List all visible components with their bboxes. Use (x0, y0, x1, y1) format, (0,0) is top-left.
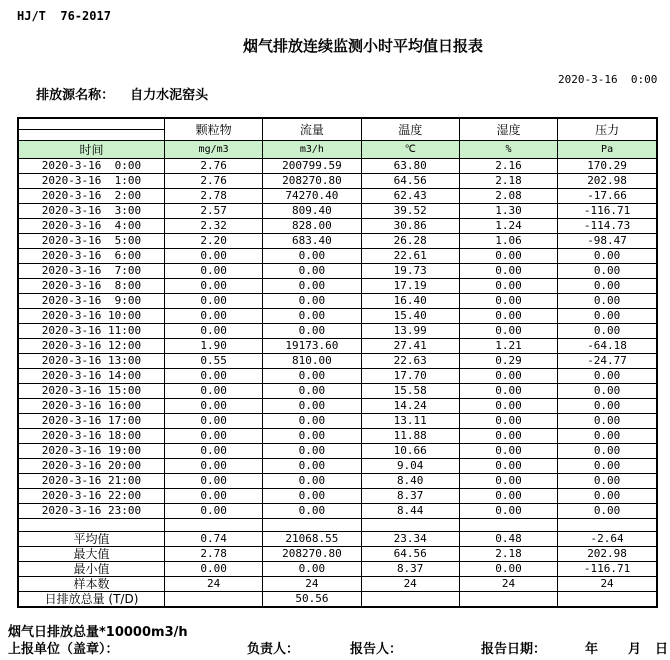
time-cell: 2020-3-16 23:00 (18, 504, 164, 519)
summary-value-cell: 24 (558, 577, 657, 592)
empty-cell (459, 519, 557, 532)
source-name: 自力水泥窑头 (130, 88, 209, 103)
value-cell: 2.08 (459, 189, 557, 204)
value-cell: 62.43 (361, 189, 459, 204)
summary-value-cell: 21068.55 (263, 532, 361, 547)
value-cell: 8.40 (361, 474, 459, 489)
value-cell: 8.37 (361, 489, 459, 504)
value-cell: 0.00 (164, 264, 262, 279)
time-cell: 2020-3-16 7:00 (18, 264, 164, 279)
value-cell: 0.00 (164, 429, 262, 444)
hourly-row (18, 354, 657, 369)
value-cell: 810.00 (263, 354, 361, 369)
value-cell: 39.52 (361, 204, 459, 219)
value-cell: -116.71 (558, 204, 657, 219)
value-cell: 19.73 (361, 264, 459, 279)
value-cell: 0.00 (459, 309, 557, 324)
value-cell: 0.00 (263, 504, 361, 519)
value-cell: 74270.40 (263, 189, 361, 204)
value-cell: 8.44 (361, 504, 459, 519)
summary-label-cell: 样本数 (18, 577, 164, 592)
value-cell: 13.99 (361, 324, 459, 339)
value-cell: 15.40 (361, 309, 459, 324)
time-header-top-cell (18, 118, 164, 130)
value-cell: 809.40 (263, 204, 361, 219)
value-cell: 0.00 (459, 249, 557, 264)
hourly-row (18, 219, 657, 234)
hourly-row (18, 234, 657, 249)
summary-value-cell: 0.00 (459, 562, 557, 577)
value-cell: 0.00 (164, 489, 262, 504)
time-cell: 2020-3-16 1:00 (18, 174, 164, 189)
time-cell: 2020-3-16 10:00 (18, 309, 164, 324)
value-cell: 0.00 (459, 324, 557, 339)
value-cell: 0.00 (164, 504, 262, 519)
page-title: 烟气排放连续监测小时平均值日报表 (243, 37, 484, 55)
value-cell: 0.00 (263, 279, 361, 294)
value-cell: 0.00 (164, 369, 262, 384)
time-header-bottom-cell (18, 130, 164, 141)
value-cell: 22.63 (361, 354, 459, 369)
summary-value-cell: 0.74 (164, 532, 262, 547)
summary-value-cell: 23.34 (361, 532, 459, 547)
hourly-row (18, 384, 657, 399)
source-line (18, 69, 208, 118)
empty-cell (18, 519, 164, 532)
summary-value-cell (459, 592, 557, 608)
value-cell: 15.58 (361, 384, 459, 399)
hourly-row (18, 489, 657, 504)
value-cell: 1.90 (164, 339, 262, 354)
value-cell: 0.00 (263, 444, 361, 459)
value-cell: 17.70 (361, 369, 459, 384)
spacer-row (18, 519, 657, 532)
time-cell: 2020-3-16 13:00 (18, 354, 164, 369)
value-cell: -64.18 (558, 339, 657, 354)
time-cell: 2020-3-16 22:00 (18, 489, 164, 504)
summary-value-cell: 24 (263, 577, 361, 592)
empty-cell (558, 519, 657, 532)
value-cell: 0.00 (459, 279, 557, 294)
hourly-row (18, 159, 657, 174)
value-cell: 30.86 (361, 219, 459, 234)
value-cell: 0.00 (558, 444, 657, 459)
value-cell: -17.66 (558, 189, 657, 204)
day-label: 日 (655, 642, 669, 657)
month-label: 月 (628, 642, 642, 657)
hourly-row (18, 414, 657, 429)
value-cell: 2.76 (164, 159, 262, 174)
value-cell: 0.00 (164, 279, 262, 294)
summary-row (18, 592, 657, 608)
summary-value-cell: 24 (164, 577, 262, 592)
value-cell: 0.00 (558, 264, 657, 279)
value-cell: 0.00 (558, 279, 657, 294)
summary-value-cell: -116.71 (558, 562, 657, 577)
value-cell: 0.00 (164, 414, 262, 429)
report-unit-label: 上报单位（盖章）： (8, 642, 119, 657)
value-cell: 0.00 (558, 369, 657, 384)
time-cell: 2020-3-16 21:00 (18, 474, 164, 489)
hourly-row (18, 294, 657, 309)
value-cell: 0.00 (263, 399, 361, 414)
time-cell: 2020-3-16 12:00 (18, 339, 164, 354)
year-label: 年 (585, 642, 599, 657)
value-cell: 0.00 (263, 369, 361, 384)
hourly-row (18, 324, 657, 339)
summary-label-cell: 最小值 (18, 562, 164, 577)
empty-cell (263, 519, 361, 532)
summary-value-cell (164, 592, 262, 608)
summary-label-cell: 最大值 (18, 547, 164, 562)
value-cell: 10.66 (361, 444, 459, 459)
hourly-row (18, 249, 657, 264)
value-cell: 200799.59 (263, 159, 361, 174)
value-cell: 0.00 (558, 249, 657, 264)
value-cell: 828.00 (263, 219, 361, 234)
value-cell: 2.18 (459, 174, 557, 189)
summary-value-cell: 2.78 (164, 547, 262, 562)
value-cell: 0.00 (558, 384, 657, 399)
col-header-particulate: 颗粒物 (164, 118, 262, 141)
summary-value-cell: 0.00 (164, 562, 262, 577)
value-cell: 2.32 (164, 219, 262, 234)
footer-note: 烟气日排放总量*10000m3/h (8, 625, 188, 640)
time-cell: 2020-3-16 14:00 (18, 369, 164, 384)
time-cell: 2020-3-16 18:00 (18, 429, 164, 444)
summary-value-cell: 50.56 (263, 592, 361, 608)
summary-value-cell (558, 592, 657, 608)
value-cell: 0.00 (459, 429, 557, 444)
summary-row (18, 562, 657, 577)
summary-value-cell: 24 (459, 577, 557, 592)
value-cell: 19173.60 (263, 339, 361, 354)
value-cell: 0.00 (459, 474, 557, 489)
time-cell: 2020-3-16 2:00 (18, 189, 164, 204)
summary-label-cell: 日排放总量 (T/D) (18, 592, 164, 608)
value-cell: 2.57 (164, 204, 262, 219)
time-cell: 2020-3-16 9:00 (18, 294, 164, 309)
hourly-row (18, 339, 657, 354)
value-cell: 0.29 (459, 354, 557, 369)
value-cell: 0.00 (164, 249, 262, 264)
hourly-row (18, 309, 657, 324)
value-cell: 2.76 (164, 174, 262, 189)
value-cell: 0.00 (558, 399, 657, 414)
monitoring-table (17, 117, 658, 608)
value-cell: 0.55 (164, 354, 262, 369)
summary-value-cell: 0.00 (263, 562, 361, 577)
value-cell: 0.00 (459, 264, 557, 279)
hourly-row (18, 174, 657, 189)
unit-temperature: ℃ (361, 141, 459, 159)
hourly-row (18, 459, 657, 474)
value-cell: 0.00 (263, 294, 361, 309)
value-cell: 0.00 (459, 489, 557, 504)
col-header-flow: 流量 (263, 118, 361, 141)
value-cell: -114.73 (558, 219, 657, 234)
value-cell: 0.00 (459, 444, 557, 459)
summary-value-cell: 8.37 (361, 562, 459, 577)
value-cell: 0.00 (263, 429, 361, 444)
time-cell: 2020-3-16 3:00 (18, 204, 164, 219)
value-cell: 0.00 (459, 399, 557, 414)
hourly-row (18, 429, 657, 444)
reporter-label: 报告人： (350, 642, 403, 657)
value-cell: 0.00 (459, 294, 557, 309)
source-label: 排放源名称： (36, 88, 115, 103)
units-row (18, 141, 657, 159)
value-cell: 0.00 (263, 309, 361, 324)
hourly-row (18, 189, 657, 204)
time-header: 时间 (18, 141, 164, 159)
value-cell: 0.00 (164, 384, 262, 399)
hourly-row (18, 369, 657, 384)
summary-value-cell: -2.64 (558, 532, 657, 547)
time-cell: 2020-3-16 17:00 (18, 414, 164, 429)
value-cell: 0.00 (558, 459, 657, 474)
value-cell: 1.30 (459, 204, 557, 219)
hourly-row (18, 504, 657, 519)
summary-value-cell: 208270.80 (263, 547, 361, 562)
value-cell: 64.56 (361, 174, 459, 189)
time-cell: 2020-3-16 20:00 (18, 459, 164, 474)
time-cell: 2020-3-16 8:00 (18, 279, 164, 294)
time-cell: 2020-3-16 15:00 (18, 384, 164, 399)
value-cell: 0.00 (459, 414, 557, 429)
hourly-row (18, 204, 657, 219)
time-cell: 2020-3-16 16:00 (18, 399, 164, 414)
value-cell: 0.00 (164, 399, 262, 414)
value-cell: 0.00 (263, 489, 361, 504)
summary-value-cell (361, 592, 459, 608)
value-cell: 0.00 (558, 324, 657, 339)
value-cell: 0.00 (558, 489, 657, 504)
hourly-rows (18, 159, 657, 532)
empty-cell (361, 519, 459, 532)
value-cell: 683.40 (263, 234, 361, 249)
value-cell: 0.00 (263, 384, 361, 399)
value-cell: 11.88 (361, 429, 459, 444)
value-cell: 0.00 (263, 474, 361, 489)
value-cell: 0.00 (263, 264, 361, 279)
value-cell: 0.00 (558, 504, 657, 519)
summary-label-cell: 平均值 (18, 532, 164, 547)
unit-pressure: Pa (558, 141, 657, 159)
value-cell: 0.00 (164, 309, 262, 324)
summary-row (18, 532, 657, 547)
value-cell: 17.19 (361, 279, 459, 294)
value-cell: 208270.80 (263, 174, 361, 189)
unit-flow: m3/h (263, 141, 361, 159)
value-cell: 1.06 (459, 234, 557, 249)
summary-value-cell: 64.56 (361, 547, 459, 562)
manager-label: 负责人： (247, 642, 300, 657)
summary-value-cell: 24 (361, 577, 459, 592)
standard-code: HJ/T 76-2017 (17, 9, 111, 23)
value-cell: 0.00 (459, 504, 557, 519)
time-cell: 2020-3-16 11:00 (18, 324, 164, 339)
value-cell: 0.00 (263, 249, 361, 264)
value-cell: 0.00 (164, 474, 262, 489)
col-header-pressure: 压力 (558, 118, 657, 141)
value-cell: 0.00 (558, 429, 657, 444)
value-cell: 9.04 (361, 459, 459, 474)
value-cell: -24.77 (558, 354, 657, 369)
value-cell: 2.16 (459, 159, 557, 174)
col-header-humidity: 湿度 (459, 118, 557, 141)
value-cell: 170.29 (558, 159, 657, 174)
value-cell: -98.47 (558, 234, 657, 249)
value-cell: 63.80 (361, 159, 459, 174)
value-cell: 0.00 (164, 294, 262, 309)
unit-particulate: mg/m3 (164, 141, 262, 159)
hourly-row (18, 474, 657, 489)
col-header-temperature: 温度 (361, 118, 459, 141)
value-cell: 0.00 (459, 459, 557, 474)
summary-row (18, 547, 657, 562)
time-cell: 2020-3-16 0:00 (18, 159, 164, 174)
value-cell: 1.24 (459, 219, 557, 234)
value-cell: 0.00 (558, 294, 657, 309)
report-date-label: 报告日期： (481, 642, 547, 657)
header-row-names (18, 118, 657, 130)
value-cell: 2.20 (164, 234, 262, 249)
time-cell: 2020-3-16 6:00 (18, 249, 164, 264)
value-cell: 0.00 (558, 414, 657, 429)
value-cell: 0.00 (558, 309, 657, 324)
value-cell: 16.40 (361, 294, 459, 309)
hourly-row (18, 444, 657, 459)
unit-humidity: % (459, 141, 557, 159)
hourly-row (18, 399, 657, 414)
empty-cell (164, 519, 262, 532)
time-cell: 2020-3-16 5:00 (18, 234, 164, 249)
value-cell: 0.00 (164, 444, 262, 459)
value-cell: 0.00 (558, 474, 657, 489)
value-cell: 0.00 (164, 459, 262, 474)
time-cell: 2020-3-16 19:00 (18, 444, 164, 459)
value-cell: 0.00 (459, 369, 557, 384)
value-cell: 27.41 (361, 339, 459, 354)
value-cell: 14.24 (361, 399, 459, 414)
value-cell: 202.98 (558, 174, 657, 189)
hourly-row (18, 279, 657, 294)
hourly-row (18, 264, 657, 279)
report-datetime: 2020-3-16 0:00 (558, 73, 658, 86)
value-cell: 1.21 (459, 339, 557, 354)
summary-value-cell: 2.18 (459, 547, 557, 562)
summary-value-cell: 0.48 (459, 532, 557, 547)
summary-value-cell: 202.98 (558, 547, 657, 562)
value-cell: 0.00 (263, 459, 361, 474)
value-cell: 22.61 (361, 249, 459, 264)
value-cell: 0.00 (263, 324, 361, 339)
value-cell: 0.00 (164, 324, 262, 339)
value-cell: 2.78 (164, 189, 262, 204)
value-cell: 26.28 (361, 234, 459, 249)
summary-rows (18, 532, 657, 608)
summary-row (18, 577, 657, 592)
value-cell: 13.11 (361, 414, 459, 429)
time-cell: 2020-3-16 4:00 (18, 219, 164, 234)
value-cell: 0.00 (263, 414, 361, 429)
value-cell: 0.00 (459, 384, 557, 399)
